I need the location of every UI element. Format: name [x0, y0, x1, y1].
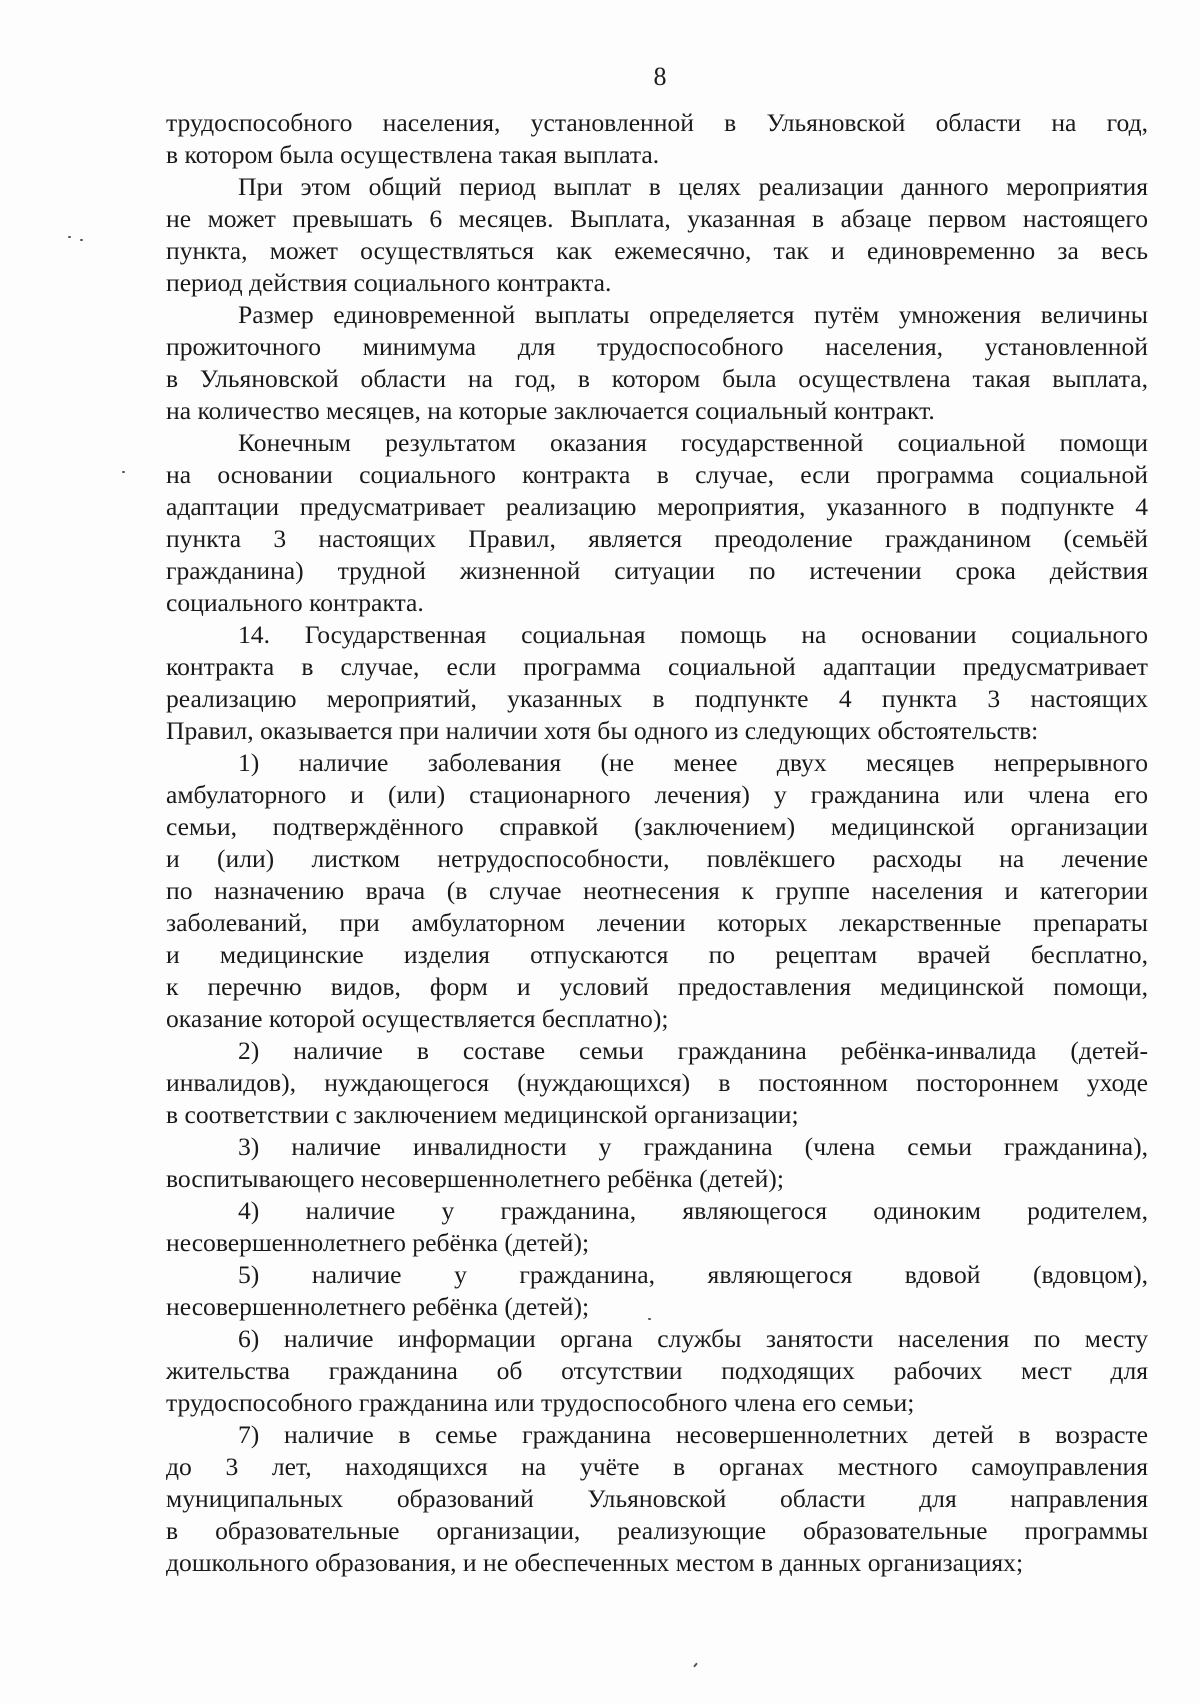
text-line: трудоспособного гражданина или трудоспособного члена его семьи;: [166, 1388, 915, 1417]
text-line: 2) наличие в составе семьи гражданина ребёнка-инвалида (детей-: [238, 1036, 1148, 1065]
text-line: дошкольного образования, и не обеспеченных местом в данных организациях;: [166, 1548, 1024, 1577]
text-line: социального контракта.: [166, 588, 424, 617]
text-line: реализацию мероприятий, указанных в подпункте 4 пункта 3 настоящих: [166, 684, 1148, 713]
text-line: пункта, может осуществляться как ежемесячно, так и единовременно за весь: [166, 236, 1148, 265]
text-line: семьи, подтверждённого справкой (заключением) медицинской организации: [166, 812, 1148, 841]
text-line: муниципальных образований Ульяновской области для направления: [166, 1484, 1148, 1513]
text-line: 4) наличие у гражданина, являющегося одиноким родителем,: [238, 1196, 1148, 1225]
text-line: Конечным результатом оказания государственной социальной помощи: [238, 428, 1148, 457]
scan-speck: [648, 1318, 651, 1320]
text-line: до 3 лет, находящихся на учёте в органах местного самоуправления: [166, 1452, 1148, 1481]
paragraph: [166, 427, 1148, 619]
text-line: Правил, оказывается при наличии хотя бы одного из следующих обстоятельств:: [166, 716, 1039, 745]
text-line: и (или) листком нетрудоспособности, повлёкшего расходы на лечение: [166, 844, 1148, 873]
paragraph: [166, 171, 1148, 299]
text-line: на количество месяцев, на которые заключается социальный контракт.: [166, 396, 935, 425]
text-line: заболеваний, при амбулаторном лечении которых лекарственные препараты: [166, 908, 1148, 937]
text-line: 3) наличие инвалидности у гражданина (члена семьи гражданина),: [238, 1132, 1148, 1161]
text-line: не может превышать 6 месяцев. Выплата, указанная в абзаце первом настоящего: [166, 204, 1148, 233]
text-line: несовершеннолетнего ребёнка (детей);: [166, 1228, 590, 1257]
document-body: [166, 107, 1148, 1579]
text-line: Размер единовременной выплаты определяется путём умножения величины: [238, 300, 1148, 329]
text-line: 1) наличие заболевания (не менее двух месяцев непрерывного: [238, 748, 1148, 777]
text-line: трудоспособного населения, установленной в Ульяновской области на год,: [166, 108, 1148, 137]
paragraph: [166, 1195, 1148, 1259]
text-line: период действия социального контракта.: [166, 268, 612, 297]
text-line: на основании социального контракта в случае, если программа социальной: [166, 460, 1148, 489]
paragraph: [166, 1259, 1148, 1323]
text-line: в образовательные организации, реализующие образовательные программы: [166, 1516, 1148, 1545]
paragraph: [166, 619, 1148, 747]
scan-speck: [693, 1662, 698, 1667]
scan-speck: [68, 236, 71, 238]
text-line: 6) наличие информации органа службы занятости населения по месту: [238, 1324, 1148, 1353]
text-line: воспитывающего несовершеннолетнего ребёнка (детей);: [166, 1164, 784, 1193]
text-line: гражданина) трудной жизненной ситуации по истечении срока действия: [166, 556, 1148, 585]
scan-speck: [80, 239, 83, 241]
paragraph: [166, 747, 1148, 1035]
text-line: оказание которой осуществляется бесплатно);: [166, 1004, 669, 1033]
paragraph: [166, 1131, 1148, 1195]
text-line: к перечню видов, форм и условий предоставления медицинской помощи,: [166, 972, 1148, 1001]
text-line: в Ульяновской области на год, в котором была осуществлена такая выплата,: [166, 364, 1148, 393]
text-line: инвалидов), нуждающегося (нуждающихся) в постоянном постороннем уходе: [166, 1068, 1148, 1097]
text-line: 14. Государственная социальная помощь на основании социального: [238, 620, 1148, 649]
paragraph: [166, 107, 1148, 171]
text-line: несовершеннолетнего ребёнка (детей);: [166, 1292, 590, 1321]
text-line: контракта в случае, если программа социальной адаптации предусматривает: [166, 652, 1148, 681]
text-line: пункта 3 настоящих Правил, является преодоление гражданином (семьёй: [166, 524, 1148, 553]
paragraph: [166, 1323, 1148, 1419]
scan-speck: [122, 471, 125, 473]
text-line: прожиточного минимума для трудоспособного населения, установленной: [166, 332, 1148, 361]
text-line: и медицинские изделия отпускаются по рецептам врачей бесплатно,: [166, 940, 1148, 969]
paragraph: [166, 1419, 1148, 1579]
text-line: 5) наличие у гражданина, являющегося вдовой (вдовцом),: [238, 1260, 1148, 1289]
text-line: При этом общий период выплат в целях реализации данного мероприятия: [238, 172, 1148, 201]
text-line: по назначению врача (в случае неотнесения к группе населения и категории: [166, 876, 1148, 905]
paragraph: [166, 1035, 1148, 1131]
text-line: амбулаторного и (или) стационарного лечения) у гражданина или члена его: [166, 780, 1148, 809]
text-line: в котором была осуществлена такая выплата.: [166, 140, 660, 169]
text-line: 7) наличие в семье гражданина несовершеннолетних детей в возрасте: [238, 1420, 1148, 1449]
text-line: адаптации предусматривает реализацию мероприятия, указанного в подпункте 4: [166, 492, 1148, 521]
page-number: 8: [653, 62, 667, 91]
text-line: жительства гражданина об отсутствии подходящих рабочих мест для: [166, 1356, 1148, 1385]
paragraph: [166, 299, 1148, 427]
text-line: в соответствии с заключением медицинской организации;: [166, 1100, 799, 1129]
